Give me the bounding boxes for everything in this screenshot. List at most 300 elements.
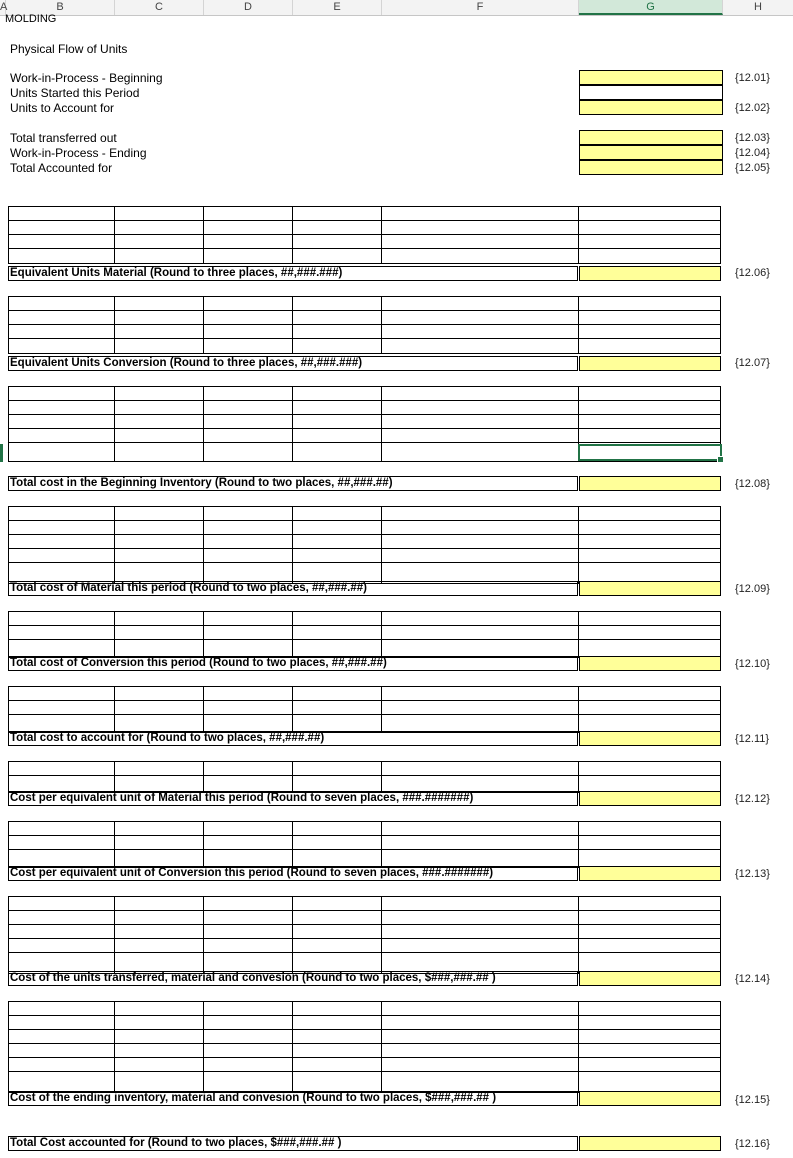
grid-cell[interactable] — [382, 1058, 579, 1072]
grid-cell[interactable] — [579, 701, 721, 715]
grid-cell[interactable] — [382, 507, 579, 521]
grid-cell[interactable] — [382, 221, 579, 235]
grid-cell[interactable] — [293, 953, 382, 973]
grid-cell[interactable] — [115, 1016, 204, 1030]
grid-cell[interactable] — [293, 925, 382, 939]
column-header-b[interactable]: B — [6, 0, 115, 15]
grid-cell[interactable] — [579, 762, 721, 776]
grid-cell[interactable] — [204, 897, 293, 911]
grid-cell[interactable] — [115, 925, 204, 939]
grid-cell[interactable] — [9, 507, 115, 521]
grid-cell[interactable] — [115, 953, 204, 973]
grid-cell[interactable] — [115, 297, 204, 311]
grid-cell[interactable] — [293, 850, 382, 867]
grid-cell[interactable] — [204, 325, 293, 339]
grid-cell[interactable] — [204, 507, 293, 521]
grid-cell[interactable] — [115, 535, 204, 549]
grid-cell[interactable] — [115, 401, 204, 415]
grid-cell[interactable] — [293, 687, 382, 701]
grid-cell[interactable] — [293, 715, 382, 732]
grid-cell[interactable] — [579, 1002, 721, 1016]
answer-cell[interactable] — [579, 70, 723, 85]
grid-cell[interactable] — [293, 612, 382, 626]
grid-cell[interactable] — [293, 387, 382, 401]
grid-cell[interactable] — [579, 535, 721, 549]
answer-cell[interactable] — [579, 130, 723, 145]
grid-cell[interactable] — [579, 911, 721, 925]
grid-cell[interactable] — [293, 836, 382, 850]
grid-cell[interactable] — [579, 387, 721, 401]
grid-cell[interactable] — [9, 235, 115, 249]
grid-cell[interactable] — [382, 939, 579, 953]
section-title: Physical Flow of Units — [10, 42, 128, 56]
grid-cell[interactable] — [9, 249, 115, 263]
answer-cell[interactable] — [579, 85, 723, 100]
grid-cell[interactable] — [204, 1044, 293, 1058]
grid-cell[interactable] — [115, 897, 204, 911]
grid-cell[interactable] — [293, 1072, 382, 1092]
grid-cell[interactable] — [9, 1072, 115, 1092]
grid-cell[interactable] — [382, 1044, 579, 1058]
grid-cell[interactable] — [204, 521, 293, 535]
grid-cell[interactable] — [382, 687, 579, 701]
grid-cell[interactable] — [293, 521, 382, 535]
grid-cell[interactable] — [579, 1016, 721, 1030]
grid-cell[interactable] — [9, 387, 115, 401]
grid-cell[interactable] — [579, 311, 721, 325]
grid-cell[interactable] — [382, 311, 579, 325]
grid-cell[interactable] — [382, 249, 579, 263]
grid-cell[interactable] — [293, 563, 382, 583]
grid-cell[interactable] — [9, 626, 115, 640]
grid-cell[interactable] — [382, 612, 579, 626]
grid-cell[interactable] — [9, 612, 115, 626]
grid-cell[interactable] — [293, 415, 382, 429]
grid-cell[interactable] — [382, 640, 579, 657]
grid-cell[interactable] — [293, 822, 382, 836]
section-label: Equivalent Units Material (Round to three places, ##,###.###) — [8, 266, 578, 281]
grid-cell[interactable] — [204, 701, 293, 715]
grid-cell[interactable] — [115, 325, 204, 339]
grid-cell[interactable] — [293, 1030, 382, 1044]
section-label: Total cost in the Beginning Inventory (Round to two places, ##,###.##) — [8, 476, 578, 491]
grid-cell[interactable] — [115, 549, 204, 563]
answer-cell[interactable] — [579, 581, 721, 596]
sheet-title: MOLDING — [5, 13, 57, 25]
grid-cell[interactable] — [115, 626, 204, 640]
grid-cell[interactable] — [579, 850, 721, 867]
grid-cell[interactable] — [9, 897, 115, 911]
grid-cell[interactable] — [204, 1030, 293, 1044]
grid-cell[interactable] — [9, 311, 115, 325]
grid-cell[interactable] — [382, 549, 579, 563]
grid-cell[interactable] — [293, 1044, 382, 1058]
work-grid[interactable] — [8, 686, 721, 733]
grid-cell[interactable] — [579, 776, 721, 792]
grid-cell[interactable] — [115, 850, 204, 867]
flow-label: Total transferred out — [10, 131, 117, 145]
grid-cell[interactable] — [115, 507, 204, 521]
flow-label: Total Accounted for — [10, 161, 113, 175]
grid-cell[interactable] — [382, 776, 579, 792]
grid-cell[interactable] — [293, 762, 382, 776]
work-grid[interactable] — [8, 761, 721, 793]
fill-handle[interactable] — [717, 456, 724, 463]
column-header-e[interactable]: E — [293, 0, 382, 15]
grid-cell[interactable] — [204, 1016, 293, 1030]
grid-cell[interactable] — [204, 221, 293, 235]
answer-cell[interactable] — [579, 791, 721, 806]
section-label: Cost per equivalent unit of Material this period (Round to seven places, ###.#######) — [8, 791, 578, 806]
grid-cell[interactable] — [293, 249, 382, 263]
grid-cell[interactable] — [115, 249, 204, 263]
grid-cell[interactable] — [9, 776, 115, 792]
grid-cell[interactable] — [382, 701, 579, 715]
answer-code: {12.02} — [735, 102, 770, 114]
column-header-d[interactable]: D — [204, 0, 293, 15]
grid-cell[interactable] — [204, 563, 293, 583]
grid-cell[interactable] — [382, 563, 579, 583]
grid-cell[interactable] — [579, 207, 721, 221]
grid-cell[interactable] — [293, 1016, 382, 1030]
grid-cell[interactable] — [579, 1044, 721, 1058]
grid-cell[interactable] — [9, 207, 115, 221]
answer-code: {12.08} — [735, 478, 770, 490]
grid-cell[interactable] — [204, 836, 293, 850]
grid-cell[interactable] — [204, 443, 293, 461]
grid-cell[interactable] — [382, 387, 579, 401]
grid-cell[interactable] — [382, 443, 579, 461]
grid-cell[interactable] — [293, 235, 382, 249]
grid-cell[interactable] — [579, 339, 721, 353]
grid-cell[interactable] — [204, 640, 293, 657]
grid-cell[interactable] — [579, 325, 721, 339]
grid-cell[interactable] — [204, 387, 293, 401]
grid-cell[interactable] — [204, 911, 293, 925]
grid-cell[interactable] — [579, 953, 721, 973]
grid-cell[interactable] — [204, 850, 293, 867]
grid-cell[interactable] — [382, 953, 579, 973]
answer-cell[interactable] — [579, 866, 721, 881]
grid-cell[interactable] — [293, 325, 382, 339]
grid-cell[interactable] — [579, 235, 721, 249]
grid-cell[interactable] — [293, 911, 382, 925]
grid-cell[interactable] — [204, 415, 293, 429]
grid-cell[interactable] — [293, 549, 382, 563]
grid-cell[interactable] — [115, 1030, 204, 1044]
grid-cell[interactable] — [579, 939, 721, 953]
section-label: Cost of the units transferred, material and convesion (Round to two places, $###,###.## ) — [8, 971, 578, 986]
work-grid[interactable] — [8, 896, 721, 974]
grid-cell[interactable] — [293, 401, 382, 415]
grid-cell[interactable] — [204, 715, 293, 732]
grid-cell[interactable] — [9, 822, 115, 836]
row-selection-marker — [0, 444, 3, 462]
grid-cell[interactable] — [204, 297, 293, 311]
flow-label: Work-in-Process - Ending — [10, 146, 147, 160]
grid-cell[interactable] — [9, 521, 115, 535]
grid-cell[interactable] — [115, 911, 204, 925]
grid-cell[interactable] — [115, 429, 204, 443]
grid-cell[interactable] — [293, 207, 382, 221]
grid-cell[interactable] — [9, 1044, 115, 1058]
answer-cell[interactable] — [579, 266, 721, 281]
column-header-c[interactable]: C — [115, 0, 204, 15]
grid-cell[interactable] — [382, 715, 579, 732]
section-label: Cost of the ending inventory, material and convesion (Round to two places, $###,###.## ) — [8, 1091, 578, 1106]
grid-cell[interactable] — [115, 715, 204, 732]
grid-cell[interactable] — [382, 207, 579, 221]
grid-cell[interactable] — [115, 776, 204, 792]
grid-cell[interactable] — [115, 701, 204, 715]
grid-cell[interactable] — [115, 311, 204, 325]
grid-cell[interactable] — [382, 235, 579, 249]
grid-cell[interactable] — [293, 701, 382, 715]
grid-cell[interactable] — [382, 822, 579, 836]
grid-cell[interactable] — [382, 925, 579, 939]
grid-cell[interactable] — [115, 415, 204, 429]
grid-cell[interactable] — [204, 953, 293, 973]
grid-cell[interactable] — [579, 822, 721, 836]
grid-cell[interactable] — [293, 939, 382, 953]
grid-cell[interactable] — [293, 339, 382, 353]
work-grid[interactable] — [8, 1001, 721, 1093]
grid-cell[interactable] — [579, 897, 721, 911]
grid-cell[interactable] — [9, 1030, 115, 1044]
grid-cell[interactable] — [204, 535, 293, 549]
answer-code: {12.14} — [735, 973, 770, 985]
answer-cell[interactable] — [579, 1136, 721, 1151]
grid-cell[interactable] — [382, 429, 579, 443]
grid-cell[interactable] — [382, 1016, 579, 1030]
grid-cell[interactable] — [204, 1058, 293, 1072]
grid-cell[interactable] — [293, 1002, 382, 1016]
section-label: Equivalent Units Conversion (Round to three places, ##,###.###) — [8, 356, 578, 371]
grid-cell[interactable] — [115, 207, 204, 221]
answer-code: {12.01} — [735, 72, 770, 84]
answer-cell[interactable] — [579, 656, 721, 671]
grid-cell[interactable] — [204, 207, 293, 221]
grid-cell[interactable] — [293, 776, 382, 792]
grid-cell[interactable] — [115, 822, 204, 836]
grid-cell[interactable] — [204, 1072, 293, 1092]
grid-cell[interactable] — [579, 401, 721, 415]
grid-cell[interactable] — [293, 1058, 382, 1072]
grid-cell[interactable] — [9, 563, 115, 583]
grid-cell[interactable] — [9, 953, 115, 973]
grid-cell[interactable] — [579, 507, 721, 521]
grid-cell[interactable] — [579, 1058, 721, 1072]
column-header-bar — [0, 0, 793, 16]
grid-cell[interactable] — [9, 762, 115, 776]
grid-cell[interactable] — [293, 443, 382, 461]
grid-cell[interactable] — [115, 1044, 204, 1058]
grid-cell[interactable] — [579, 925, 721, 939]
grid-cell[interactable] — [579, 687, 721, 701]
grid-cell[interactable] — [204, 626, 293, 640]
answer-code: {12.04} — [735, 147, 770, 159]
grid-cell[interactable] — [293, 507, 382, 521]
grid-cell[interactable] — [293, 429, 382, 443]
grid-cell[interactable] — [204, 762, 293, 776]
grid-cell[interactable] — [9, 836, 115, 850]
grid-cell[interactable] — [579, 521, 721, 535]
grid-cell[interactable] — [382, 626, 579, 640]
grid-cell[interactable] — [293, 221, 382, 235]
grid-cell[interactable] — [115, 687, 204, 701]
answer-cell[interactable] — [579, 971, 721, 986]
work-grid[interactable] — [8, 611, 721, 658]
active-cell-cursor[interactable] — [578, 444, 722, 461]
grid-cell[interactable] — [293, 311, 382, 325]
grid-cell[interactable] — [204, 311, 293, 325]
grid-cell[interactable] — [382, 325, 579, 339]
grid-cell[interactable] — [382, 535, 579, 549]
grid-cell[interactable] — [204, 939, 293, 953]
grid-cell[interactable] — [204, 549, 293, 563]
grid-cell[interactable] — [204, 822, 293, 836]
grid-cell[interactable] — [204, 401, 293, 415]
answer-cell[interactable] — [579, 356, 721, 371]
grid-cell[interactable] — [115, 1072, 204, 1092]
grid-cell[interactable] — [382, 521, 579, 535]
answer-code: {12.16} — [735, 1138, 770, 1150]
grid-cell[interactable] — [293, 640, 382, 657]
answer-cell[interactable] — [579, 145, 723, 160]
grid-cell[interactable] — [115, 612, 204, 626]
grid-cell[interactable] — [9, 401, 115, 415]
grid-cell[interactable] — [115, 443, 204, 461]
grid-cell[interactable] — [115, 387, 204, 401]
grid-cell[interactable] — [579, 221, 721, 235]
grid-cell[interactable] — [9, 925, 115, 939]
grid-cell[interactable] — [382, 401, 579, 415]
grid-cell[interactable] — [382, 850, 579, 867]
grid-cell[interactable] — [9, 297, 115, 311]
grid-cell[interactable] — [9, 939, 115, 953]
grid-cell[interactable] — [115, 1058, 204, 1072]
grid-cell[interactable] — [204, 687, 293, 701]
grid-cell[interactable] — [204, 925, 293, 939]
grid-cell[interactable] — [204, 612, 293, 626]
column-header-a[interactable]: A — [0, 1, 8, 13]
grid-cell[interactable] — [293, 626, 382, 640]
grid-cell[interactable] — [9, 1002, 115, 1016]
answer-code: {12.05} — [735, 162, 770, 174]
section-label: Cost per equivalent unit of Conversion this period (Round to seven places, ###.#######) — [8, 866, 578, 881]
work-grid[interactable] — [8, 206, 721, 264]
grid-cell[interactable] — [115, 563, 204, 583]
grid-cell[interactable] — [9, 429, 115, 443]
answer-cell[interactable] — [579, 476, 721, 491]
grid-cell[interactable] — [115, 1002, 204, 1016]
grid-cell[interactable] — [579, 836, 721, 850]
grid-cell[interactable] — [382, 1030, 579, 1044]
grid-cell[interactable] — [9, 339, 115, 353]
grid-cell[interactable] — [115, 339, 204, 353]
grid-cell[interactable] — [382, 339, 579, 353]
grid-cell[interactable] — [579, 640, 721, 657]
grid-cell[interactable] — [293, 897, 382, 911]
grid-cell[interactable] — [115, 640, 204, 657]
grid-cell[interactable] — [579, 626, 721, 640]
grid-cell[interactable] — [579, 563, 721, 583]
column-header-g[interactable]: G — [579, 0, 723, 15]
grid-cell[interactable] — [579, 1030, 721, 1044]
grid-cell[interactable] — [579, 429, 721, 443]
column-header-h[interactable]: H — [754, 1, 762, 13]
grid-cell[interactable] — [9, 850, 115, 867]
column-header-f[interactable]: F — [382, 0, 579, 15]
grid-cell[interactable] — [9, 911, 115, 925]
grid-cell[interactable] — [579, 249, 721, 263]
answer-cell[interactable] — [579, 1091, 721, 1106]
grid-cell[interactable] — [115, 221, 204, 235]
grid-cell[interactable] — [204, 339, 293, 353]
grid-cell[interactable] — [382, 1002, 579, 1016]
grid-cell[interactable] — [204, 429, 293, 443]
grid-cell[interactable] — [382, 911, 579, 925]
grid-cell[interactable] — [293, 535, 382, 549]
grid-cell[interactable] — [293, 297, 382, 311]
grid-cell[interactable] — [382, 897, 579, 911]
work-grid[interactable] — [8, 821, 721, 868]
grid-cell[interactable] — [204, 235, 293, 249]
grid-cell[interactable] — [204, 776, 293, 792]
grid-cell[interactable] — [9, 549, 115, 563]
grid-cell[interactable] — [9, 443, 115, 461]
work-grid[interactable] — [8, 296, 721, 354]
grid-cell[interactable] — [9, 1016, 115, 1030]
grid-cell[interactable] — [9, 1058, 115, 1072]
grid-cell[interactable] — [115, 235, 204, 249]
grid-cell[interactable] — [9, 535, 115, 549]
grid-cell[interactable] — [9, 325, 115, 339]
grid-cell[interactable] — [9, 415, 115, 429]
section-label: Total cost of Material this period (Round to two places, ##,###.##) — [8, 581, 578, 596]
grid-cell[interactable] — [204, 249, 293, 263]
answer-cell[interactable] — [579, 100, 723, 115]
grid-cell[interactable] — [115, 521, 204, 535]
grid-cell[interactable] — [579, 549, 721, 563]
grid-cell[interactable] — [115, 836, 204, 850]
answer-cell[interactable] — [579, 731, 721, 746]
work-grid[interactable] — [8, 506, 721, 584]
grid-cell[interactable] — [9, 687, 115, 701]
grid-cell[interactable] — [9, 221, 115, 235]
grid-cell[interactable] — [9, 640, 115, 657]
grid-cell[interactable] — [579, 715, 721, 732]
grid-cell[interactable] — [579, 1072, 721, 1092]
grid-cell[interactable] — [382, 415, 579, 429]
grid-cell[interactable] — [9, 701, 115, 715]
grid-cell[interactable] — [382, 762, 579, 776]
grid-cell[interactable] — [382, 1072, 579, 1092]
grid-cell[interactable] — [579, 415, 721, 429]
grid-cell[interactable] — [9, 715, 115, 732]
grid-cell[interactable] — [382, 836, 579, 850]
answer-code: {12.03} — [735, 132, 770, 144]
grid-cell[interactable] — [579, 612, 721, 626]
answer-code: {12.06} — [735, 267, 770, 279]
grid-cell[interactable] — [115, 762, 204, 776]
grid-cell[interactable] — [204, 1002, 293, 1016]
answer-cell[interactable] — [579, 160, 723, 175]
grid-cell[interactable] — [115, 939, 204, 953]
grid-cell[interactable] — [579, 297, 721, 311]
grid-cell[interactable] — [382, 297, 579, 311]
answer-code: {12.15} — [735, 1094, 770, 1106]
